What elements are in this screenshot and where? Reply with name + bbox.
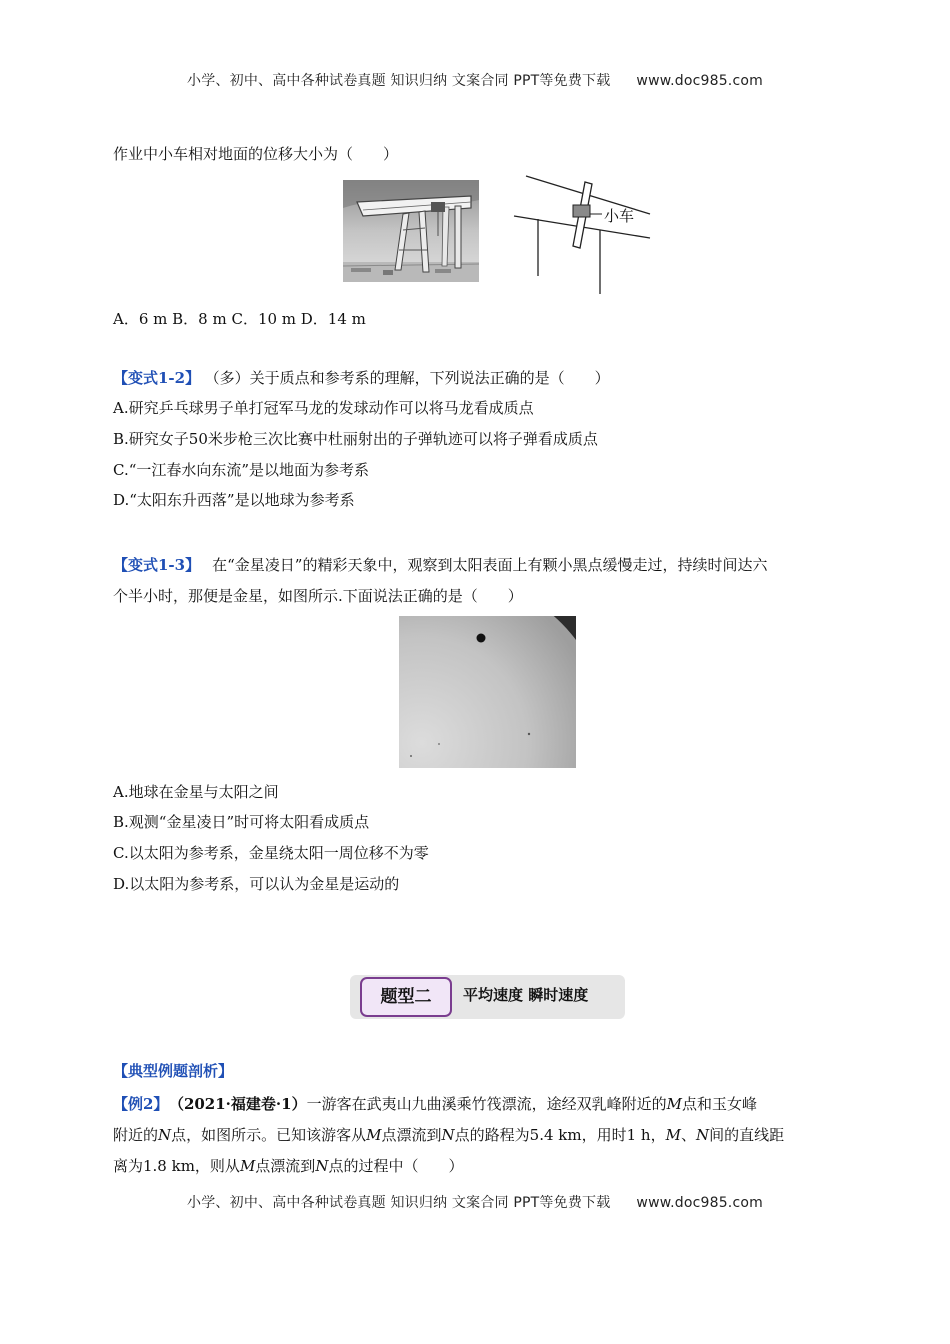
venus-dot [477,634,486,643]
trolley-label: 小车 [604,207,635,225]
point-n: N [158,1126,172,1144]
q3-tag: 【变式1-3】 [113,556,201,574]
example-heading: 【典型例题剖析】 [113,1062,234,1080]
q3-option-c: C.以太阳为参考系，金星绕太阳一周位移不为零 [113,844,429,862]
page-footer [0,1192,950,1212]
example-text: 点和玉女峰 [681,1095,757,1113]
point-m: M [665,1126,681,1144]
example-text: 点，如图所示。已知该游客从 [171,1126,367,1144]
example-source: （2021·福建卷·1） [176,1095,307,1113]
point-m: M [239,1157,256,1175]
example-line-1 [113,1093,757,1115]
page-header [0,70,950,90]
gantry-crane-photo [343,180,479,282]
example-text: 、 [680,1126,696,1144]
point-m: M [666,1095,682,1113]
venus-transit-photo [399,616,576,768]
trolley-diagram [510,172,660,296]
q3-option-d: D.以太阳为参考系，可以认为金星是运动的 [113,875,400,893]
example-text: 间的直线距 [709,1126,785,1144]
q3-option-a: A.地球在金星与太阳之间 [113,783,279,801]
footer-site[interactable]: www.doc985.com [636,1195,763,1211]
example-text: 点的过程中（ ） [328,1157,464,1175]
q3-option-b: B.观测“金星凌日”时可将太阳看成质点 [113,813,370,831]
point-n: N [441,1126,455,1144]
example-line-2 [113,1124,784,1146]
q2-option-d: D.“太阳东升西落”是以地球为参考系 [113,491,355,509]
example-line-3 [113,1155,463,1177]
q3-stem-line1 [113,554,767,576]
q2-option-c: C.“一江春水向东流”是以地面为参考系 [113,461,370,479]
q2-stem-line [113,367,610,389]
example-text: 离为1.8 km，则从 [113,1157,240,1175]
q2-stem: （多）关于质点和参考系的理解，下列说法正确的是（ ） [212,369,610,387]
header-text: 小学、初中、高中各种试卷真题 知识归纳 文案合同 PPT等免费下载 [187,73,611,89]
point-n: N [315,1157,329,1175]
q2-tag: 【变式1-2】 [113,369,201,387]
q1-options: A．6 m B．8 m C．10 m D．14 m [113,310,366,328]
footer-text: 小学、初中、高中各种试卷真题 知识归纳 文案合同 PPT等免费下载 [187,1195,611,1211]
q3-stem-1: 在“金星凌日”的精彩天象中，观察到太阳表面上有颗小黑点缓慢走过，持续时间达六 [212,556,768,574]
example-tag: 【例2】 [113,1095,169,1113]
q3-stem-2: 个半小时，那便是金星，如图所示.下面说法正确的是（ ） [113,587,523,605]
example-text: 点漂流到 [255,1157,316,1175]
section-title: 平均速度 瞬时速度 [463,986,589,1004]
point-n: N [695,1126,710,1144]
section-banner [350,975,625,1019]
q1-stem: 作业中小车相对地面的位移大小为（ ） [113,145,399,163]
point-m: M [366,1126,382,1144]
q2-option-b: B.研究女子50米步枪三次比赛中杜丽射出的子弹轨迹可以将子弹看成质点 [113,430,598,448]
example-text: 附近的 [113,1126,159,1144]
example-text: 一游客在武夷山九曲溪乘竹筏漂流，途经双乳峰附近的 [306,1095,667,1113]
header-site[interactable]: www.doc985.com [636,73,763,89]
q2-option-a: A.研究乒乓球男子单打冠军马龙的发球动作可以将马龙看成质点 [113,399,534,417]
example-text: 点漂流到 [381,1126,442,1144]
section-badge: 题型二 [360,977,452,1017]
example-text: 点的路程为5.4 km，用时1 h， [454,1126,666,1144]
